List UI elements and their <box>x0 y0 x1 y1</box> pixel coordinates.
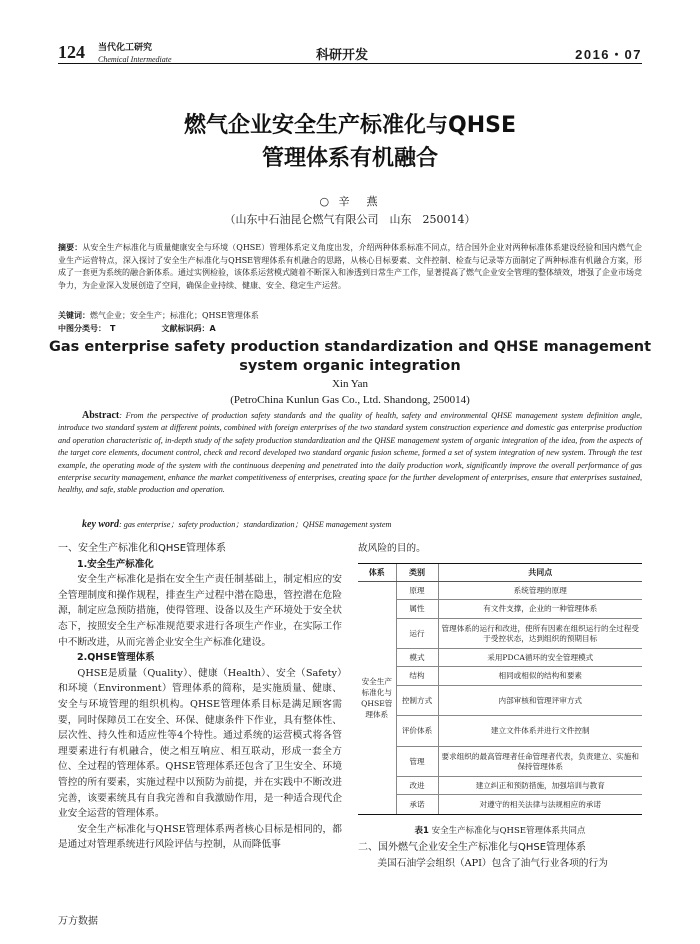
title-cn-line2: 管理体系有机融合 <box>261 146 438 171</box>
common-cell: 采用PDCA循环的安全管理模式 <box>438 649 642 667</box>
table-row <box>358 777 642 795</box>
table-row <box>358 600 642 619</box>
keywords-en-text: : gas enterprise；safety production；standardization；QHSE management system <box>118 520 392 529</box>
system-cell: 安全生产标准化与QHSE管理体系 <box>358 582 396 815</box>
abstract-en-label: Abstract <box>82 410 120 421</box>
abstract-en-text: : From the perspective of production safety standards and the quality of health, safety and environmental QHSE management system definition angle, introduce two standard system at different points, combined with foreign enterprises of the two standard system construction experience and domestic gas enterprise production and operation characteristic of, in-depth study of the safety production standardization and the QHSE management system of organic integration of the idea, from the aspects of the target core elements, document control, check and record developed two standard organic fusion scheme, formed a set of system integration of new system. Through the test example, the operating mode of the system with the continuous deepening and penetrated into the daily production work, significantly improve the overall performance of gas enterprise security management, enhance the market competitiveness of enterprises, creating space for the further development of enterprises, ensure that enterprises sustained, healthy, and safe, stable production and operation. <box>58 411 642 495</box>
common-cell: 建立纠正和预防措施，加强培训与教育 <box>438 777 642 795</box>
table-row <box>358 795 642 815</box>
paragraph-2: QHSE是质量（Quality）、健康（Health）、安全（Safety）和环境（Environment）管理体系的简称，是实施质量、健康、安全与环境管理的组织机构。QHSE管理体系目标是满足顾客需要，同时保障员工在安全、环保、健康条件下作业，具有整体性、层次性、持久性和适应性等4个特性。通过系统的运营模式将各管理要素进行有机融合，使之相互响应、相互联动，形成一套全方位、全过程的管理体系。QHSE管理体系还包含了卫生安全、环境管控的所有要素，实施过程中以预防为前提，并在实践中不断改进完善，该要素统具有自我完善和自我激励作用，是一种适合现代企业安全运营的管理体系。 <box>58 667 342 820</box>
table-row <box>358 686 642 716</box>
clc-label: 中图分类号： <box>58 324 106 333</box>
category-cell: 评价体系 <box>396 716 438 747</box>
paragraph-3: 安全生产标准化与QHSE管理体系两者核心目标是相同的，都是通过对管理系统进行风险评估与控制，从而降低事 <box>58 823 342 851</box>
keywords-en-label: key word <box>82 519 119 530</box>
page-header <box>58 38 642 68</box>
footer-watermark: 万方数据 <box>58 916 98 927</box>
keywords-cn <box>58 310 642 321</box>
abstract-cn <box>58 242 642 292</box>
table-header: 类别 <box>396 564 438 582</box>
common-cell: 有文件支撑，企业的一种管理体系 <box>438 600 642 619</box>
table-caption-label: 表1 <box>414 826 429 836</box>
title-cn-line1: 燃气企业安全生产标准化与QHSE <box>184 113 516 138</box>
body-right-bottom <box>358 840 642 871</box>
category-cell: 改进 <box>396 777 438 795</box>
common-cell: 要求组织的最高管理者任命管理者代表，负责建立、实施和保持管理体系 <box>438 747 642 777</box>
body-right-top: 故风险的目的。 <box>358 543 426 554</box>
category-cell: 模式 <box>396 649 438 667</box>
table-row <box>358 747 642 777</box>
author-cn: ○ 辛 燕 <box>319 195 381 208</box>
page-number: 124 <box>58 42 85 62</box>
table-caption-text: 安全生产标准化与QHSE管理体系共同点 <box>428 826 586 836</box>
common-cell: 管理体系的运行和改进，使所有因素在组织运行的全过程受于受控状态，达到组织的预期目标 <box>438 619 642 649</box>
doc-code-value: A <box>209 324 216 333</box>
header-rule <box>58 63 642 64</box>
body-left-column <box>58 541 342 853</box>
table-header: 体系 <box>358 564 396 582</box>
category-cell: 结构 <box>396 667 438 686</box>
table-row <box>358 716 642 747</box>
classification-line <box>58 323 642 334</box>
common-cell: 对遵守的相关法律与法规相应的承诺 <box>438 795 642 815</box>
common-cell: 系统管理的原理 <box>438 582 642 600</box>
section-label: 科研开发 <box>316 48 369 63</box>
keywords-cn-text: 燃气企业；安全生产；标准化；QHSE管理体系 <box>90 311 259 320</box>
table-header-row <box>358 564 642 582</box>
category-cell: 原理 <box>396 582 438 600</box>
table-header: 共同点 <box>438 564 642 582</box>
paragraph-1: 安全生产标准化是指在安全生产责任制基础上，制定相应的安全管理制度和操作规程，排查生产过程中潜在隐患，管控潜在危险源，制定应急预防措施，使得管理、设备以及生产环境处于安全状态下，按照安全生产标准规范要求进行各项生产作业，在实际工作中不断改进，从而完善企业安全生产标准化建设。 <box>58 574 342 648</box>
title-en-line1: Gas enterprise safety production standardization and QHSE management <box>48 339 652 355</box>
table-row <box>358 619 642 649</box>
keywords-en <box>82 519 391 530</box>
category-cell: 运行 <box>396 619 438 649</box>
journal-name-cn: 当代化工研究 <box>98 43 153 53</box>
paragraph-4: 美国石油学会组织（API）包含了油气行业各项的行为 <box>377 857 608 869</box>
keywords-cn-label: 关键词： <box>58 311 90 320</box>
journal-name <box>98 43 172 65</box>
category-cell: 承诺 <box>396 795 438 815</box>
journal-name-en: Chemical Intermediate <box>98 55 172 64</box>
subheading-1: 1.安全生产标准化 <box>77 558 154 570</box>
abstract-cn-label: 摘要： <box>58 243 83 252</box>
category-cell: 控制方式 <box>396 686 438 716</box>
table-caption <box>358 824 642 836</box>
table-row <box>358 649 642 667</box>
abstract-en <box>58 410 642 497</box>
affiliation-en: (PetroChina Kunlun Gas Co., Ltd. Shandong, 250014) <box>230 394 470 406</box>
abstract-cn-text: 从安全生产标准化与质量健康安全与环境（QHSE）管理体系定义角度出发，介绍两种体系标准不同点，结合国外企业对两种标准体系建设经验和国内燃气企业生产运营特点，深入探讨了安全生产标准化与QHSE管理体系有机融合的思路，从核心目标要素、文件控制、检查与记录等方面制定了两种标准有机融合方案，形成了一套更为系统的融合新体系。通过实例检验，该体系运营模式随着不断深入和渗透到日常生产工作，显著提高了燃气企业安全管理的整体绩效，增强了企业市场竞争力，为企业深入发展创造了空间，确保企业持续、健康、安全、稳定生产运营。 <box>58 243 642 290</box>
author-en: Xin Yan <box>331 378 369 390</box>
affiliation-cn: （山东中石油昆仑燃气有限公司 山东 250014） <box>224 213 476 226</box>
common-cell: 内部审核和管理评审方式 <box>438 686 642 716</box>
category-cell: 管理 <box>396 747 438 777</box>
issue-label: 2016・07 <box>575 47 642 62</box>
common-cell: 建立文件体系并进行文件控制 <box>438 716 642 747</box>
common-cell: 相同或相似的结构和要素 <box>438 667 642 686</box>
subheading-2: 2.QHSE管理体系 <box>77 652 155 664</box>
comparison-table <box>358 563 642 815</box>
section-heading-1: 一、安全生产标准化和QHSE管理体系 <box>58 543 227 554</box>
title-en-line2: system organic integration <box>239 358 461 374</box>
table-row <box>358 582 642 600</box>
doc-code-label: 文献标识码： <box>161 324 210 333</box>
section-heading-2: 二、国外燃气企业安全生产标准化与QHSE管理体系 <box>358 842 587 853</box>
clc-value: T <box>110 324 116 333</box>
category-cell: 属性 <box>396 600 438 619</box>
table-row <box>358 667 642 686</box>
